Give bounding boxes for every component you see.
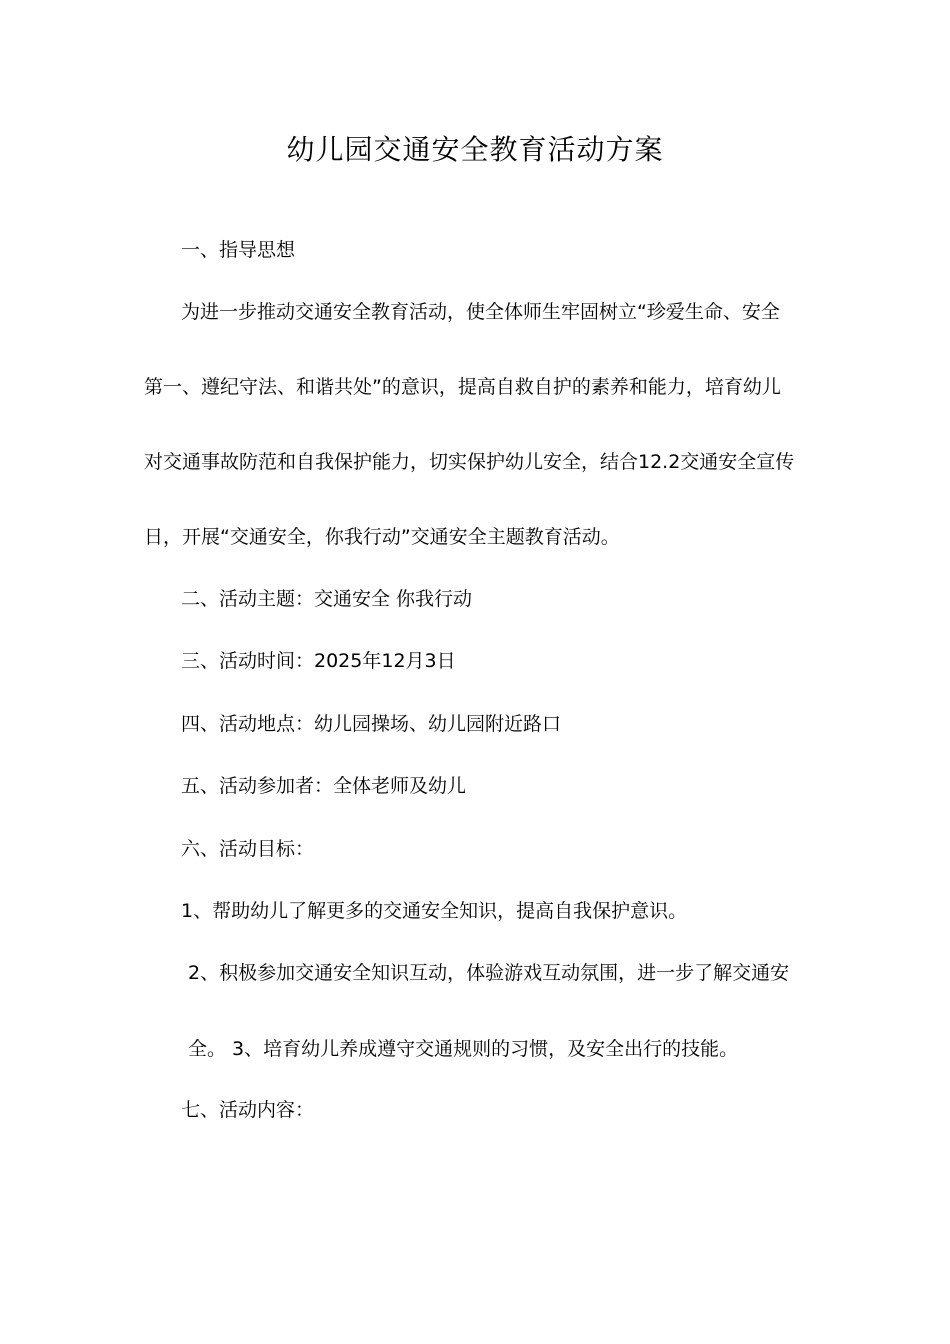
goal-item: 2、积极参加交通安全知识互动，体验游戏互动氛围，进一步了解交通安 (188, 962, 790, 984)
goal-item: 1、帮助幼儿了解更多的交通安全知识，提高自我保护意识。 (181, 900, 688, 922)
section-heading-guiding-ideology: 一、指导思想 (181, 239, 296, 261)
paragraph-line: 为进一步推动交通安全教育活动，使全体师生牢固树立“珍爱生命、安全 (181, 301, 780, 323)
paragraph-line: 日，开展“交通安全，你我行动”交通安全主题教育活动。 (144, 526, 620, 548)
section-heading-activity-content: 七、活动内容： (181, 1099, 315, 1121)
section-heading-activity-theme: 二、活动主题：交通安全 你我行动 (181, 588, 473, 610)
section-heading-participants: 五、活动参加者：全体老师及幼儿 (181, 775, 467, 797)
section-heading-activity-goals: 六、活动目标： (181, 838, 315, 860)
section-heading-activity-location: 四、活动地点：幼儿园操场、幼儿园附近路口 (181, 713, 562, 735)
paragraph-line: 第一、遵纪守法、和谐共处”的意识，提高自救自护的素养和能力，培育幼儿 (144, 376, 781, 398)
paragraph-line: 对交通事故防范和自我保护能力，切实保护幼儿安全，结合12.2交通安全宣传 (144, 451, 795, 473)
goal-item: 全。 3、培育幼儿养成遵守交通规则的习惯，及安全出行的技能。 (188, 1038, 739, 1060)
document-title: 幼儿园交通安全教育活动方案 (286, 133, 664, 166)
section-heading-activity-time: 三、活动时间：2025年12月3日 (181, 650, 456, 672)
